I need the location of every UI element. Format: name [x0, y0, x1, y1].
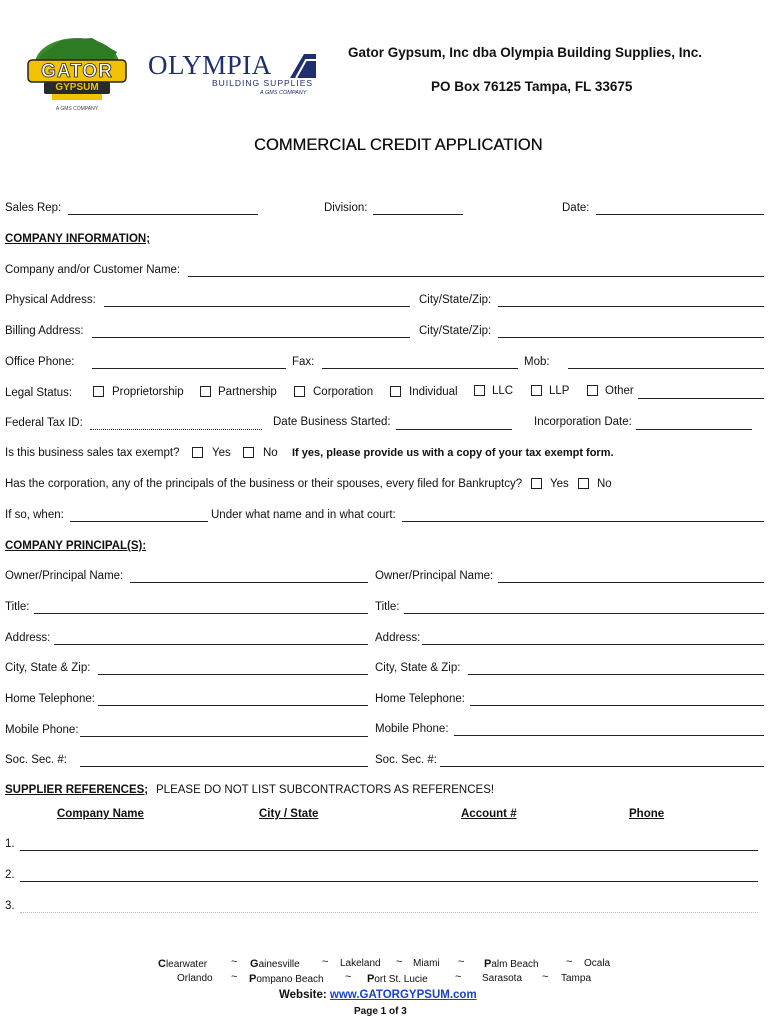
principal1-city-label: City, State & Zip:: [5, 662, 91, 674]
principal1-city-field[interactable]: [98, 674, 368, 675]
footer-separator: ~: [458, 956, 465, 968]
physical-address-label: Physical Address:: [5, 294, 96, 306]
principal2-city-field[interactable]: [468, 674, 764, 675]
city-state-zip-2-field[interactable]: [498, 337, 764, 338]
tax-exempt-note: If yes, please provide us with a copy of your tax exempt form.: [292, 447, 614, 459]
incorporation-date-label: Incorporation Date:: [534, 416, 632, 428]
footer-location-port-st-lucie: Port St. Lucie: [367, 973, 428, 985]
date-label: Date:: [562, 202, 590, 214]
gator-logo-word2: GYPSUM: [55, 82, 99, 93]
principal2-home-phone-field[interactable]: [470, 705, 764, 706]
tax-exempt-yes-label: Yes: [212, 447, 231, 459]
footer-separator: ~: [455, 971, 462, 983]
under-what-name-field[interactable]: [402, 521, 764, 522]
principals-heading: COMPANY PRINCIPAL(S):: [5, 540, 147, 552]
bankruptcy-no-label: No: [597, 478, 612, 490]
principal2-ssn-label: Soc. Sec. #:: [375, 754, 438, 766]
principal1-title-label: Title:: [5, 601, 30, 613]
partnership-label: Partnership: [218, 386, 277, 398]
date-field[interactable]: [596, 214, 764, 215]
footer-location-pompano-beach: Pompano Beach: [249, 973, 324, 985]
customer-name-field[interactable]: [188, 276, 764, 277]
olympia-logo: [148, 50, 318, 100]
website-link[interactable]: www.GATORGYPSUM.com: [329, 989, 477, 1001]
principal1-home-phone-label: Home Telephone:: [5, 693, 95, 705]
footer-website: [279, 989, 477, 1001]
principal1-address-field[interactable]: [54, 644, 368, 645]
footer-location-clearwater: Clearwater: [158, 958, 208, 970]
footer-location-tampa: Tampa: [561, 973, 592, 984]
reference-row-1-number: 1.: [5, 838, 15, 850]
principal2-title-field[interactable]: [404, 613, 764, 614]
reference-row-2-number: 2.: [5, 869, 15, 881]
olympia-logo-tagline: A GMS COMPANY: [260, 90, 307, 96]
customer-name-label: Company and/or Customer Name:: [5, 264, 181, 276]
footer-location-miami: Miami: [413, 958, 440, 969]
footer-separator: ~: [396, 956, 403, 968]
mob-label: Mob:: [524, 356, 550, 368]
billing-address-label: Billing Address:: [5, 325, 84, 337]
llp-label: LLP: [549, 385, 570, 397]
principal1-title-field[interactable]: [34, 613, 368, 614]
page-title: COMMERCIAL CREDIT APPLICATION: [254, 136, 543, 154]
principal1-ssn-label: Soc. Sec. #:: [5, 754, 68, 766]
company-name-line: Gator Gypsum, Inc dba Olympia Building Supplies, Inc.: [348, 45, 703, 60]
individual-label: Individual: [409, 386, 458, 398]
under-what-name-label: Under what name and in what court:: [211, 509, 396, 521]
footer-location-ocala: Ocala: [584, 958, 611, 969]
office-phone-label: Office Phone:: [5, 356, 75, 368]
partnership-checkbox[interactable]: [200, 386, 211, 397]
principal1-ssn-field[interactable]: [80, 766, 368, 767]
individual-checkbox[interactable]: [390, 386, 401, 397]
city-state-zip-1-field[interactable]: [498, 306, 764, 307]
principal2-address-label: Address:: [375, 632, 421, 644]
footer-separator: ~: [322, 956, 329, 968]
fax-field[interactable]: [322, 368, 518, 369]
principal1-name-field[interactable]: [130, 582, 368, 583]
principal2-title-label: Title:: [375, 601, 400, 613]
footer-location-orlando: Orlando: [177, 973, 213, 984]
principal1-address-label: Address:: [5, 632, 51, 644]
page-number: Page 1 of 3: [354, 1006, 407, 1017]
olympia-logo-mark: [290, 54, 316, 78]
footer-separator: ~: [345, 971, 352, 983]
company-info-heading: COMPANY INFORMATION;: [5, 233, 151, 245]
reference-row-3-field[interactable]: [20, 912, 758, 913]
supplier-references-note: PLEASE DO NOT LIST SUBCONTRACTORS AS REFERENCES!: [156, 784, 495, 796]
legal-status-label: Legal Status:: [5, 387, 73, 399]
bankruptcy-no-checkbox[interactable]: [578, 478, 589, 489]
bankruptcy-yes-label: Yes: [550, 478, 569, 490]
principal2-city-label: City, State & Zip:: [375, 662, 461, 674]
bankruptcy-question: Has the corporation, any of the principals of the business or their spouses, every filed for Bankruptcy?: [5, 478, 523, 490]
physical-address-field[interactable]: [104, 306, 410, 307]
city-state-zip-2-label: City/State/Zip:: [419, 325, 492, 337]
gator-logo-tagline: A GMS COMPANY: [55, 106, 99, 112]
city-state-zip-1-label: City/State/Zip:: [419, 294, 492, 306]
date-started-label: Date Business Started:: [273, 416, 391, 428]
billing-address-field[interactable]: [92, 337, 410, 338]
proprietorship-label: Proprietorship: [112, 386, 184, 398]
tax-exempt-no-checkbox[interactable]: [243, 447, 254, 458]
federal-tax-id-field[interactable]: [90, 429, 262, 430]
column-company-name: Company Name: [57, 808, 144, 820]
footer-separator: ~: [566, 956, 573, 968]
if-so-when-field[interactable]: [70, 521, 208, 522]
if-so-when-label: If so, when:: [5, 509, 64, 521]
other-label: Other: [605, 385, 634, 397]
sales-rep-label: Sales Rep:: [5, 202, 62, 214]
division-label: Division:: [324, 202, 368, 214]
other-field[interactable]: [638, 398, 764, 399]
corporation-checkbox[interactable]: [294, 386, 305, 397]
date-started-field[interactable]: [396, 429, 512, 430]
incorporation-date-field[interactable]: [636, 429, 752, 430]
footer-separator: ~: [231, 971, 238, 983]
federal-tax-id-label: Federal Tax ID:: [5, 417, 83, 429]
principal1-home-phone-field[interactable]: [98, 705, 368, 706]
corporation-label: Corporation: [313, 386, 374, 398]
principal1-mobile-field[interactable]: [80, 736, 368, 737]
office-phone-field[interactable]: [92, 368, 286, 369]
olympia-logo-sub: BUILDING SUPPLIES: [212, 78, 314, 88]
tax-exempt-yes-checkbox[interactable]: [192, 447, 203, 458]
tax-exempt-question: Is this business sales tax exempt?: [5, 447, 180, 459]
llp-checkbox[interactable]: [531, 385, 542, 396]
reference-row-3-number: 3.: [5, 900, 15, 912]
column-account: Account #: [461, 808, 517, 820]
company-address-line: PO Box 76125 Tampa, FL 33675: [431, 79, 633, 94]
llc-checkbox[interactable]: [474, 385, 485, 396]
principal2-home-phone-label: Home Telephone:: [375, 693, 465, 705]
footer-separator: ~: [231, 956, 238, 968]
footer-location-palm-beach: Palm Beach: [484, 958, 539, 970]
principal2-mobile-label: Mobile Phone:: [375, 723, 449, 735]
footer-location-gainesville: Gainesville: [250, 958, 300, 970]
supplier-references-heading: SUPPLIER REFERENCES;: [5, 784, 149, 796]
footer-location-lakeland: Lakeland: [340, 958, 381, 969]
sales-rep-field[interactable]: [68, 214, 258, 215]
principal2-address-field[interactable]: [422, 644, 764, 645]
gator-logo-word1: GATOR: [41, 61, 113, 82]
proprietorship-checkbox[interactable]: [93, 386, 104, 397]
principal2-mobile-field[interactable]: [454, 735, 764, 736]
reference-row-1-field[interactable]: [20, 850, 758, 851]
principal2-name-label: Owner/Principal Name:: [375, 570, 494, 582]
website-label: Website:: [279, 989, 327, 1001]
principal1-name-label: Owner/Principal Name:: [5, 570, 124, 582]
fax-label: Fax:: [292, 356, 315, 368]
other-checkbox[interactable]: [587, 385, 598, 396]
principal1-mobile-label: Mobile Phone:: [5, 724, 79, 736]
principal2-ssn-field[interactable]: [440, 766, 764, 767]
llc-label: LLC: [492, 385, 514, 397]
tax-exempt-no-label: No: [263, 447, 278, 459]
bankruptcy-yes-checkbox[interactable]: [531, 478, 542, 489]
reference-row-2-field[interactable]: [20, 881, 758, 882]
column-phone: Phone: [629, 808, 665, 820]
gator-gypsum-logo: [22, 34, 132, 116]
mob-field[interactable]: [568, 368, 764, 369]
olympia-logo-name: OLYMPIA: [148, 50, 272, 80]
column-city-state: City / State: [259, 808, 319, 820]
division-field[interactable]: [373, 214, 463, 215]
principal2-name-field[interactable]: [498, 582, 764, 583]
footer-separator: ~: [542, 971, 549, 983]
footer-location-sarasota: Sarasota: [482, 973, 523, 984]
